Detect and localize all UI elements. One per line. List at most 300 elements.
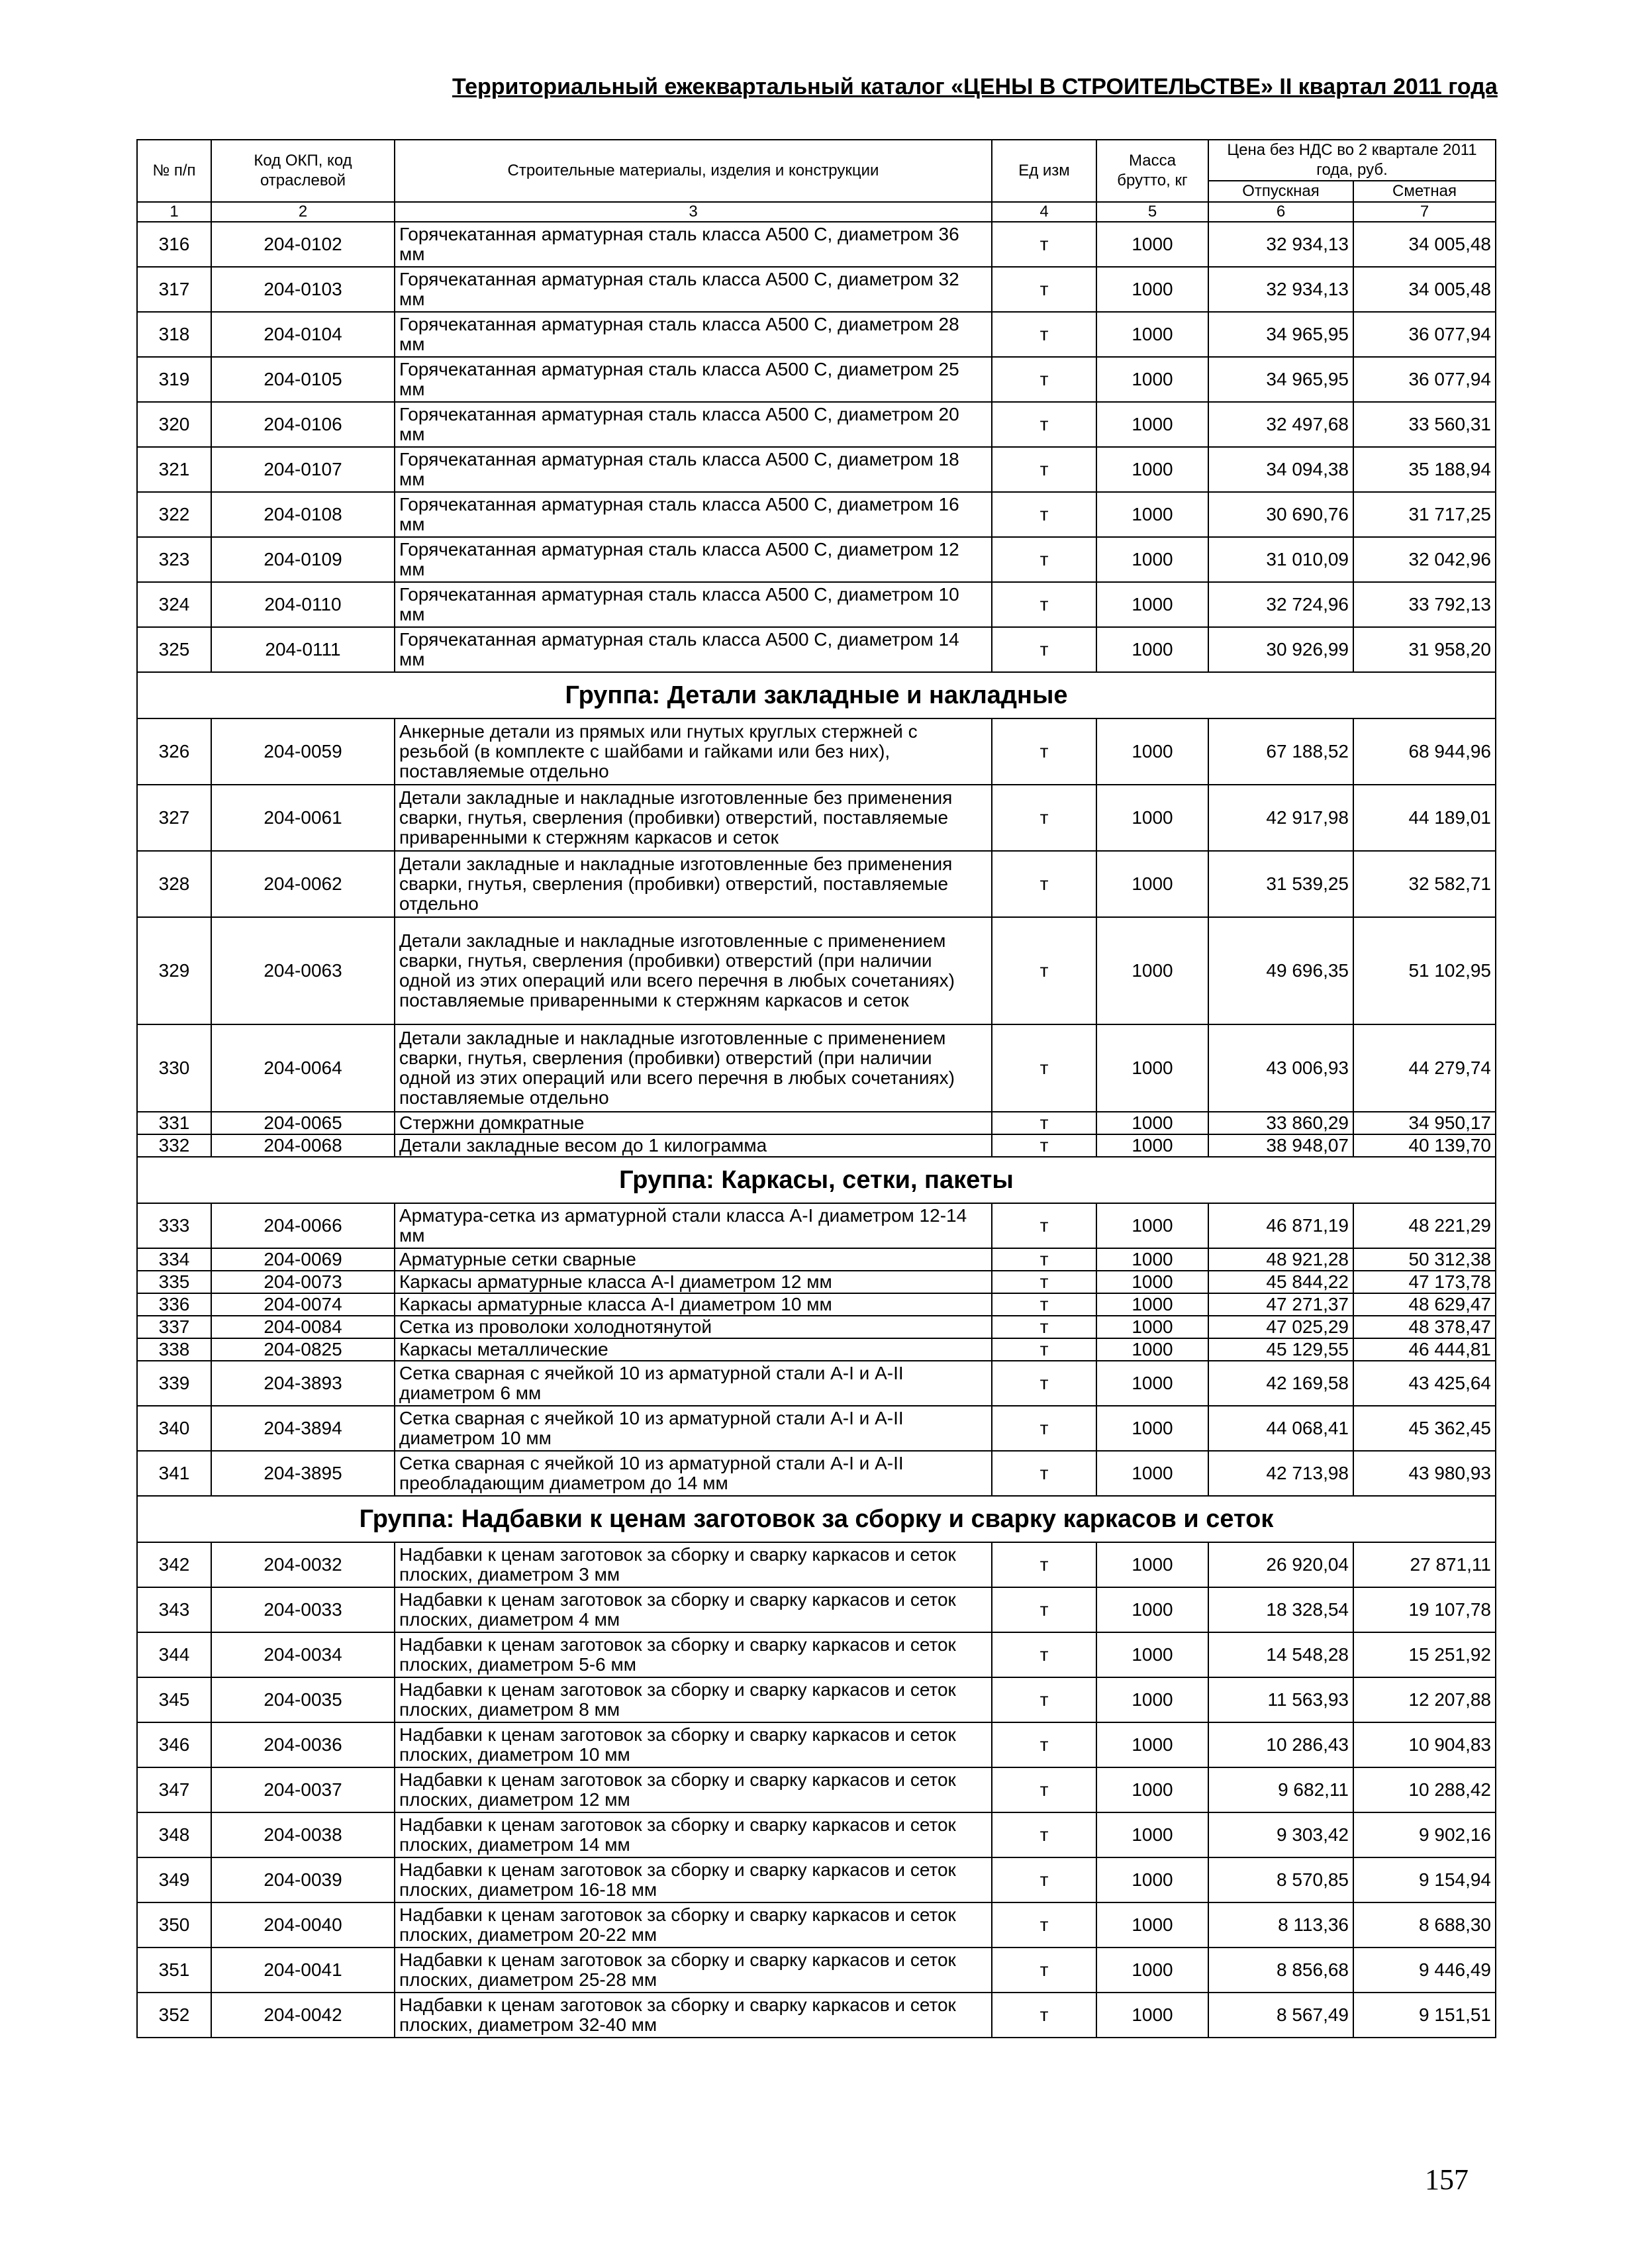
- row-release-price: 32 497,68: [1208, 402, 1353, 447]
- row-name: Сетка сварная с ячейкой 10 из арматурной стали А-I и А-II диаметром 10 мм: [395, 1406, 992, 1451]
- row-estimate-price: 15 251,92: [1353, 1632, 1496, 1677]
- row-code: 204-0074: [211, 1293, 395, 1316]
- col-release-header: Отпускная: [1208, 181, 1353, 202]
- row-release-price: 42 169,58: [1208, 1361, 1353, 1406]
- row-release-price: 32 724,96: [1208, 582, 1353, 627]
- row-estimate-price: 19 107,78: [1353, 1587, 1496, 1632]
- row-number: 337: [137, 1316, 211, 1338]
- row-number: 319: [137, 357, 211, 402]
- row-number: 322: [137, 492, 211, 537]
- row-mass: 1000: [1096, 1632, 1208, 1677]
- row-estimate-price: 44 189,01: [1353, 785, 1496, 851]
- row-code: 204-0033: [211, 1587, 395, 1632]
- row-number: 321: [137, 447, 211, 492]
- price-table: [136, 139, 1496, 2038]
- row-code: 204-0110: [211, 582, 395, 627]
- row-release-price: 9 682,11: [1208, 1767, 1353, 1812]
- table-row: [137, 1451, 1496, 1496]
- row-unit: т: [992, 1993, 1096, 2038]
- row-mass: 1000: [1096, 1677, 1208, 1722]
- row-number: 328: [137, 851, 211, 917]
- row-release-price: 30 926,99: [1208, 627, 1353, 672]
- row-name: Каркасы металлические: [395, 1338, 992, 1361]
- row-name: Арматура-сетка из арматурной стали класса А-I диаметром 12-14 мм: [395, 1203, 992, 1248]
- row-number: 327: [137, 785, 211, 851]
- column-number: 7: [1353, 202, 1496, 222]
- row-release-price: 46 871,19: [1208, 1203, 1353, 1248]
- table-row: [137, 1722, 1496, 1767]
- group-title: Группа: Детали закладные и накладные: [137, 672, 1496, 718]
- row-mass: 1000: [1096, 402, 1208, 447]
- row-estimate-price: 36 077,94: [1353, 357, 1496, 402]
- row-code: 204-0039: [211, 1857, 395, 1902]
- row-code: 204-0032: [211, 1542, 395, 1587]
- row-name: Надбавки к ценам заготовок за сборку и сварку каркасов и сеток плоских, диаметром 3 мм: [395, 1542, 992, 1587]
- row-unit: т: [992, 357, 1096, 402]
- group-title: Группа: Надбавки к ценам заготовок за сборку и сварку каркасов и сеток: [137, 1496, 1496, 1542]
- row-release-price: 31 010,09: [1208, 537, 1353, 582]
- row-release-price: 8 567,49: [1208, 1993, 1353, 2038]
- row-mass: 1000: [1096, 222, 1208, 267]
- row-name: Надбавки к ценам заготовок за сборку и сварку каркасов и сеток плоских, диаметром 12 мм: [395, 1767, 992, 1812]
- col-name-header: Строительные материалы, изделия и конструкции: [395, 140, 992, 202]
- page-number: 157: [1425, 2163, 1469, 2196]
- row-unit: т: [992, 1632, 1096, 1677]
- row-name: Сетка из проволоки холоднотянутой: [395, 1316, 992, 1338]
- table-header: [137, 140, 1496, 202]
- row-release-price: 32 934,13: [1208, 222, 1353, 267]
- row-estimate-price: 9 446,49: [1353, 1948, 1496, 1993]
- row-estimate-price: 47 173,78: [1353, 1271, 1496, 1293]
- row-number: 325: [137, 627, 211, 672]
- row-number: 331: [137, 1112, 211, 1134]
- table-row: [137, 1316, 1496, 1338]
- row-name: Детали закладные и накладные изготовленные без применения сварки, гнутья, сверления (пробивки) отверстий, поставляемые отдельно: [395, 851, 992, 917]
- row-estimate-price: 45 362,45: [1353, 1406, 1496, 1451]
- row-unit: т: [992, 627, 1096, 672]
- row-name: Каркасы арматурные класса А-I диаметром 12 мм: [395, 1271, 992, 1293]
- row-unit: т: [992, 312, 1096, 357]
- table-row: [137, 312, 1496, 357]
- row-release-price: 45 844,22: [1208, 1271, 1353, 1293]
- row-estimate-price: 35 188,94: [1353, 447, 1496, 492]
- row-unit: т: [992, 1248, 1096, 1271]
- row-number: 326: [137, 718, 211, 785]
- row-code: 204-0042: [211, 1993, 395, 2038]
- row-unit: т: [992, 1293, 1096, 1316]
- table-row: [137, 1134, 1496, 1157]
- row-unit: т: [992, 718, 1096, 785]
- row-release-price: 10 286,43: [1208, 1722, 1353, 1767]
- row-release-price: 33 860,29: [1208, 1112, 1353, 1134]
- row-estimate-price: 31 717,25: [1353, 492, 1496, 537]
- table-row: [137, 851, 1496, 917]
- table-row: [137, 1293, 1496, 1316]
- row-unit: т: [992, 1677, 1096, 1722]
- row-estimate-price: 9 154,94: [1353, 1857, 1496, 1902]
- table-row: [137, 1948, 1496, 1993]
- row-estimate-price: 32 042,96: [1353, 537, 1496, 582]
- column-number-row: [137, 202, 1496, 222]
- table-row: [137, 718, 1496, 785]
- row-number: 330: [137, 1024, 211, 1112]
- row-release-price: 44 068,41: [1208, 1406, 1353, 1451]
- row-unit: т: [992, 1134, 1096, 1157]
- row-number: 316: [137, 222, 211, 267]
- row-estimate-price: 44 279,74: [1353, 1024, 1496, 1112]
- row-name: Детали закладные и накладные изготовленные без применения сварки, гнутья, сверления (пробивки) отверстий, поставляемые приваренными к стержням каркасов и сеток: [395, 785, 992, 851]
- row-release-price: 43 006,93: [1208, 1024, 1353, 1112]
- row-name: Надбавки к ценам заготовок за сборку и сварку каркасов и сеток плоских, диаметром 25-28 мм: [395, 1948, 992, 1993]
- row-name: Надбавки к ценам заготовок за сборку и сварку каркасов и сеток плоских, диаметром 10 мм: [395, 1722, 992, 1767]
- row-release-price: 34 094,38: [1208, 447, 1353, 492]
- row-unit: т: [992, 1406, 1096, 1451]
- row-name: Горячекатанная арматурная сталь класса А500 С, диаметром 28 мм: [395, 312, 992, 357]
- row-mass: 1000: [1096, 1271, 1208, 1293]
- row-mass: 1000: [1096, 357, 1208, 402]
- row-number: 335: [137, 1271, 211, 1293]
- row-release-price: 26 920,04: [1208, 1542, 1353, 1587]
- row-release-price: 32 934,13: [1208, 267, 1353, 312]
- table-row: [137, 1112, 1496, 1134]
- row-number: 333: [137, 1203, 211, 1248]
- column-number: 5: [1096, 202, 1208, 222]
- row-name: Детали закладные весом до 1 килограмма: [395, 1134, 992, 1157]
- row-number: 346: [137, 1722, 211, 1767]
- row-estimate-price: 9 902,16: [1353, 1812, 1496, 1857]
- row-name: Детали закладные и накладные изготовленные с применением сварки, гнутья, сверления (пробивки) отверстий (при наличии одной из этих операций или всего перечня в любых сочетаниях) поставляемые отдельно: [395, 1024, 992, 1112]
- row-code: 204-0103: [211, 267, 395, 312]
- table-row: [137, 267, 1496, 312]
- row-code: 204-0037: [211, 1767, 395, 1812]
- row-name: Горячекатанная арматурная сталь класса А500 С, диаметром 36 мм: [395, 222, 992, 267]
- row-code: 204-0073: [211, 1271, 395, 1293]
- row-release-price: 18 328,54: [1208, 1587, 1353, 1632]
- row-unit: т: [992, 1857, 1096, 1902]
- col-price-header: Цена без НДС во 2 квартале 2011 года, руб.: [1208, 140, 1496, 181]
- row-estimate-price: 68 944,96: [1353, 718, 1496, 785]
- row-code: 204-3893: [211, 1361, 395, 1406]
- row-release-price: 30 690,76: [1208, 492, 1353, 537]
- row-mass: 1000: [1096, 785, 1208, 851]
- group-header-row: [137, 1496, 1496, 1542]
- row-estimate-price: 33 792,13: [1353, 582, 1496, 627]
- row-unit: т: [992, 1361, 1096, 1406]
- table-row: [137, 537, 1496, 582]
- table-row: [137, 1857, 1496, 1902]
- table-row: [137, 627, 1496, 672]
- table-row: [137, 1361, 1496, 1406]
- row-estimate-price: 34 005,48: [1353, 267, 1496, 312]
- row-estimate-price: 43 425,64: [1353, 1361, 1496, 1406]
- row-mass: 1000: [1096, 1203, 1208, 1248]
- row-number: 349: [137, 1857, 211, 1902]
- table-row: [137, 1542, 1496, 1587]
- row-unit: т: [992, 1203, 1096, 1248]
- row-unit: т: [992, 1338, 1096, 1361]
- row-mass: 1000: [1096, 1316, 1208, 1338]
- row-mass: 1000: [1096, 1857, 1208, 1902]
- row-mass: 1000: [1096, 1722, 1208, 1767]
- row-mass: 1000: [1096, 1451, 1208, 1496]
- row-name: Горячекатанная арматурная сталь класса А500 С, диаметром 32 мм: [395, 267, 992, 312]
- table-row: [137, 1338, 1496, 1361]
- row-estimate-price: 27 871,11: [1353, 1542, 1496, 1587]
- row-number: 324: [137, 582, 211, 627]
- row-number: 342: [137, 1542, 211, 1587]
- row-unit: т: [992, 785, 1096, 851]
- row-number: 332: [137, 1134, 211, 1157]
- row-unit: т: [992, 1812, 1096, 1857]
- row-mass: 1000: [1096, 1293, 1208, 1316]
- row-code: 204-0036: [211, 1722, 395, 1767]
- row-unit: т: [992, 1948, 1096, 1993]
- row-estimate-price: 48 378,47: [1353, 1316, 1496, 1338]
- row-mass: 1000: [1096, 1112, 1208, 1134]
- row-code: 204-0062: [211, 851, 395, 917]
- row-unit: т: [992, 1722, 1096, 1767]
- row-unit: т: [992, 582, 1096, 627]
- row-release-price: 14 548,28: [1208, 1632, 1353, 1677]
- row-unit: т: [992, 267, 1096, 312]
- table-row: [137, 1677, 1496, 1722]
- row-code: 204-0102: [211, 222, 395, 267]
- row-name: Надбавки к ценам заготовок за сборку и сварку каркасов и сеток плоских, диаметром 20-22 мм: [395, 1902, 992, 1948]
- row-code: 204-0069: [211, 1248, 395, 1271]
- row-unit: т: [992, 1902, 1096, 1948]
- table-row: [137, 357, 1496, 402]
- row-number: 329: [137, 917, 211, 1024]
- row-unit: т: [992, 402, 1096, 447]
- row-mass: 1000: [1096, 582, 1208, 627]
- row-release-price: 42 713,98: [1208, 1451, 1353, 1496]
- row-name: Детали закладные и накладные изготовленные с применением сварки, гнутья, сверления (пробивки) отверстий (при наличии одной из этих операций или всего перечня в любых сочетаниях) поставляемые приваренными к стержням каркасов и сеток: [395, 917, 992, 1024]
- col-estimate-header: Сметная: [1353, 181, 1496, 202]
- row-mass: 1000: [1096, 627, 1208, 672]
- row-number: 320: [137, 402, 211, 447]
- table-row: [137, 1632, 1496, 1677]
- row-number: 323: [137, 537, 211, 582]
- row-name: Надбавки к ценам заготовок за сборку и сварку каркасов и сеток плоских, диаметром 4 мм: [395, 1587, 992, 1632]
- row-estimate-price: 48 629,47: [1353, 1293, 1496, 1316]
- row-release-price: 8 856,68: [1208, 1948, 1353, 1993]
- table-row: [137, 785, 1496, 851]
- group-title: Группа: Каркасы, сетки, пакеты: [137, 1157, 1496, 1203]
- row-number: 345: [137, 1677, 211, 1722]
- col-code-header: Код ОКП, код отраслевой: [211, 140, 395, 202]
- column-number: 3: [395, 202, 992, 222]
- row-name: Надбавки к ценам заготовок за сборку и сварку каркасов и сеток плоских, диаметром 8 мм: [395, 1677, 992, 1722]
- row-release-price: 47 025,29: [1208, 1316, 1353, 1338]
- row-unit: т: [992, 1271, 1096, 1293]
- row-mass: 1000: [1096, 1948, 1208, 1993]
- row-name: Сетка сварная с ячейкой 10 из арматурной стали А-I и А-II преобладающим диаметром до 14 мм: [395, 1451, 992, 1496]
- row-code: 204-0111: [211, 627, 395, 672]
- table-row: [137, 1993, 1496, 2038]
- row-name: Каркасы арматурные класса А-I диаметром 10 мм: [395, 1293, 992, 1316]
- row-mass: 1000: [1096, 851, 1208, 917]
- row-estimate-price: 40 139,70: [1353, 1134, 1496, 1157]
- row-unit: т: [992, 447, 1096, 492]
- row-mass: 1000: [1096, 1024, 1208, 1112]
- col-num-header: № п/п: [137, 140, 211, 202]
- row-code: 204-0105: [211, 357, 395, 402]
- row-estimate-price: 34 005,48: [1353, 222, 1496, 267]
- row-name: Сетка сварная с ячейкой 10 из арматурной стали А-I и А-II диаметром 6 мм: [395, 1361, 992, 1406]
- row-unit: т: [992, 492, 1096, 537]
- row-mass: 1000: [1096, 917, 1208, 1024]
- table-row: [137, 222, 1496, 267]
- row-unit: т: [992, 1112, 1096, 1134]
- row-code: 204-0084: [211, 1316, 395, 1338]
- row-number: 350: [137, 1902, 211, 1948]
- row-unit: т: [992, 1587, 1096, 1632]
- row-code: 204-0064: [211, 1024, 395, 1112]
- row-number: 334: [137, 1248, 211, 1271]
- row-release-price: 45 129,55: [1208, 1338, 1353, 1361]
- row-estimate-price: 43 980,93: [1353, 1451, 1496, 1496]
- row-unit: т: [992, 917, 1096, 1024]
- row-name: Стержни домкратные: [395, 1112, 992, 1134]
- row-mass: 1000: [1096, 1902, 1208, 1948]
- row-number: 318: [137, 312, 211, 357]
- table-row: [137, 1812, 1496, 1857]
- row-release-price: 34 965,95: [1208, 312, 1353, 357]
- table-row: [137, 1587, 1496, 1632]
- row-unit: т: [992, 222, 1096, 267]
- row-unit: т: [992, 1767, 1096, 1812]
- row-code: 204-0061: [211, 785, 395, 851]
- row-mass: 1000: [1096, 1812, 1208, 1857]
- row-mass: 1000: [1096, 1338, 1208, 1361]
- row-estimate-price: 46 444,81: [1353, 1338, 1496, 1361]
- column-number: 4: [992, 202, 1096, 222]
- row-name: Надбавки к ценам заготовок за сборку и сварку каркасов и сеток плоских, диаметром 14 мм: [395, 1812, 992, 1857]
- row-unit: т: [992, 1542, 1096, 1587]
- col-unit-header: Ед изм: [992, 140, 1096, 202]
- row-name: Горячекатанная арматурная сталь класса А500 С, диаметром 25 мм: [395, 357, 992, 402]
- row-name: Горячекатанная арматурная сталь класса А500 С, диаметром 14 мм: [395, 627, 992, 672]
- row-mass: 1000: [1096, 492, 1208, 537]
- row-mass: 1000: [1096, 267, 1208, 312]
- row-estimate-price: 31 958,20: [1353, 627, 1496, 672]
- row-code: 204-3894: [211, 1406, 395, 1451]
- column-number: 6: [1208, 202, 1353, 222]
- table-row: [137, 1902, 1496, 1948]
- row-estimate-price: 33 560,31: [1353, 402, 1496, 447]
- row-release-price: 9 303,42: [1208, 1812, 1353, 1857]
- col-mass-header: Масса брутто, кг: [1096, 140, 1208, 202]
- row-code: 204-0107: [211, 447, 395, 492]
- row-name: Горячекатанная арматурная сталь класса А500 С, диаметром 12 мм: [395, 537, 992, 582]
- row-code: 204-0035: [211, 1677, 395, 1722]
- row-mass: 1000: [1096, 312, 1208, 357]
- row-name: Горячекатанная арматурная сталь класса А500 С, диаметром 10 мм: [395, 582, 992, 627]
- row-mass: 1000: [1096, 537, 1208, 582]
- row-estimate-price: 34 950,17: [1353, 1112, 1496, 1134]
- row-mass: 1000: [1096, 1542, 1208, 1587]
- row-number: 317: [137, 267, 211, 312]
- row-code: 204-0063: [211, 917, 395, 1024]
- row-name: Горячекатанная арматурная сталь класса А500 С, диаметром 20 мм: [395, 402, 992, 447]
- row-estimate-price: 50 312,38: [1353, 1248, 1496, 1271]
- column-number: 2: [211, 202, 395, 222]
- table-row: [137, 1767, 1496, 1812]
- row-unit: т: [992, 1316, 1096, 1338]
- row-name: Горячекатанная арматурная сталь класса А500 С, диаметром 18 мм: [395, 447, 992, 492]
- row-code: 204-0108: [211, 492, 395, 537]
- row-name: Надбавки к ценам заготовок за сборку и сварку каркасов и сеток плоских, диаметром 32-40 мм: [395, 1993, 992, 2038]
- row-name: Арматурные сетки сварные: [395, 1248, 992, 1271]
- row-number: 338: [137, 1338, 211, 1361]
- row-unit: т: [992, 1451, 1096, 1496]
- row-estimate-price: 9 151,51: [1353, 1993, 1496, 2038]
- row-mass: 1000: [1096, 1406, 1208, 1451]
- row-code: 204-0040: [211, 1902, 395, 1948]
- table-row: [137, 1024, 1496, 1112]
- row-mass: 1000: [1096, 1993, 1208, 2038]
- row-estimate-price: 51 102,95: [1353, 917, 1496, 1024]
- row-estimate-price: 10 288,42: [1353, 1767, 1496, 1812]
- row-release-price: 38 948,07: [1208, 1134, 1353, 1157]
- row-estimate-price: 32 582,71: [1353, 851, 1496, 917]
- row-number: 352: [137, 1993, 211, 2038]
- row-code: 204-0034: [211, 1632, 395, 1677]
- group-header-row: [137, 1157, 1496, 1203]
- row-mass: 1000: [1096, 1587, 1208, 1632]
- row-code: 204-0104: [211, 312, 395, 357]
- row-name: Надбавки к ценам заготовок за сборку и сварку каркасов и сеток плоских, диаметром 5-6 мм: [395, 1632, 992, 1677]
- row-release-price: 42 917,98: [1208, 785, 1353, 851]
- row-code: 204-0109: [211, 537, 395, 582]
- row-estimate-price: 10 904,83: [1353, 1722, 1496, 1767]
- row-unit: т: [992, 1024, 1096, 1112]
- row-number: 341: [137, 1451, 211, 1496]
- row-code: 204-0038: [211, 1812, 395, 1857]
- row-code: 204-0059: [211, 718, 395, 785]
- row-mass: 1000: [1096, 447, 1208, 492]
- table-row: [137, 1406, 1496, 1451]
- row-code: 204-3895: [211, 1451, 395, 1496]
- row-code: 204-0825: [211, 1338, 395, 1361]
- page-title: Территориальный ежеквартальный каталог «ЦЕНЫ В СТРОИТЕЛЬСТВЕ» II квартал 2011 года: [452, 74, 1498, 99]
- row-code: 204-0068: [211, 1134, 395, 1157]
- row-unit: т: [992, 851, 1096, 917]
- row-number: 343: [137, 1587, 211, 1632]
- table-row: [137, 447, 1496, 492]
- row-number: 336: [137, 1293, 211, 1316]
- row-mass: 1000: [1096, 1134, 1208, 1157]
- row-release-price: 8 113,36: [1208, 1902, 1353, 1948]
- row-number: 339: [137, 1361, 211, 1406]
- row-code: 204-0106: [211, 402, 395, 447]
- table-row: [137, 917, 1496, 1024]
- row-number: 344: [137, 1632, 211, 1677]
- row-release-price: 8 570,85: [1208, 1857, 1353, 1902]
- row-mass: 1000: [1096, 1248, 1208, 1271]
- row-mass: 1000: [1096, 718, 1208, 785]
- row-code: 204-0066: [211, 1203, 395, 1248]
- row-number: 340: [137, 1406, 211, 1451]
- group-header-row: [137, 672, 1496, 718]
- table-row: [137, 582, 1496, 627]
- row-release-price: 67 188,52: [1208, 718, 1353, 785]
- table-row: [137, 1271, 1496, 1293]
- row-estimate-price: 8 688,30: [1353, 1902, 1496, 1948]
- row-estimate-price: 48 221,29: [1353, 1203, 1496, 1248]
- row-estimate-price: 12 207,88: [1353, 1677, 1496, 1722]
- row-name: Анкерные детали из прямых или гнутых круглых стержней с резьбой (в комплекте с шайбами и гайками или без них), поставляемые отдельно: [395, 718, 992, 785]
